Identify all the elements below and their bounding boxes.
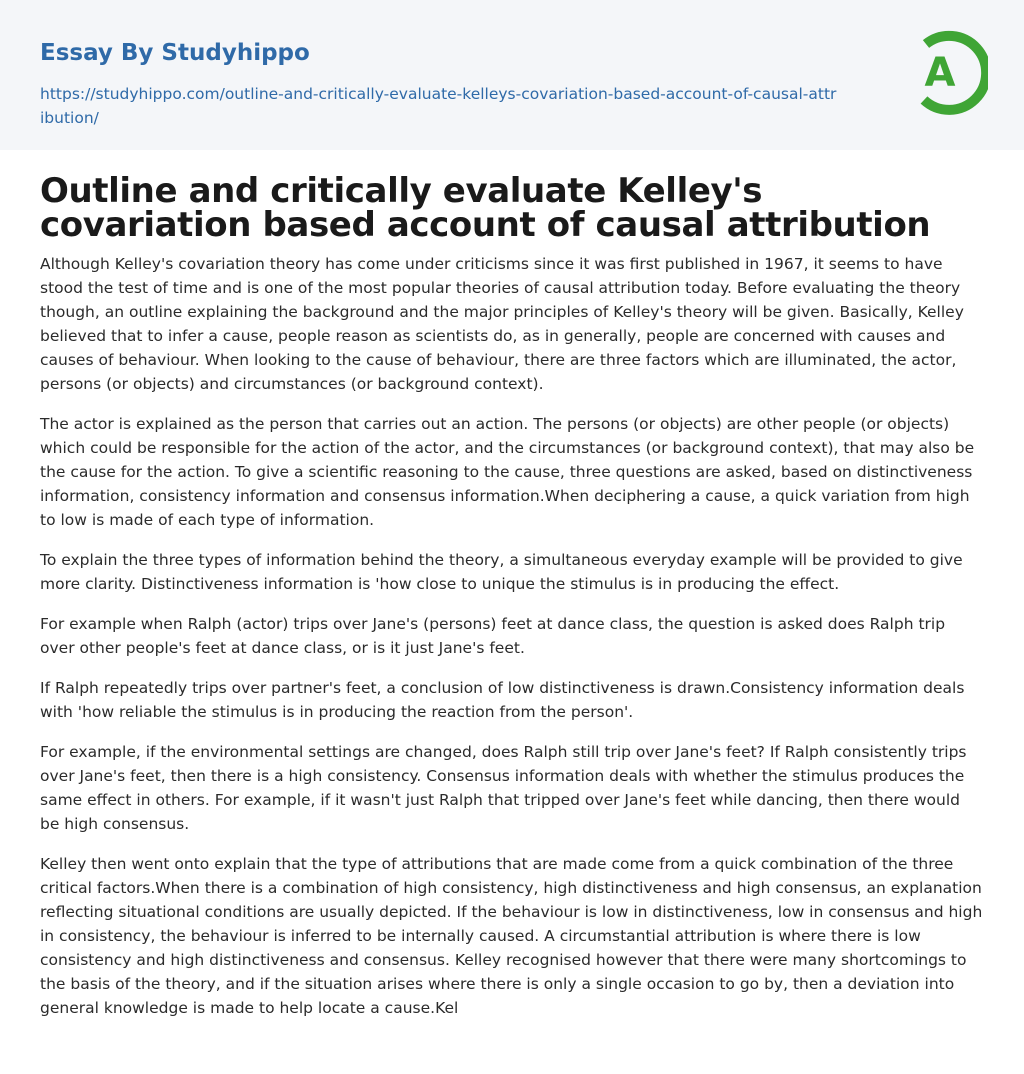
essay-url-link[interactable]: https://studyhippo.com/outline-and-critically-evaluate-kelleys-covariation-based-account-of-causal-attribution/ — [40, 85, 837, 127]
paragraph: For example when Ralph (actor) trips over Jane's (persons) feet at dance class, the question is asked does Ralph trip over other people's feet at dance class, or is it just Jane's feet. — [40, 615, 946, 657]
paragraph: Although Kelley's covariation theory has come under criticisms since it was first published in 1967, it seems to have stood the test of time and is one of the most popular theories of causal attribution today. Before evaluating the theory though, an outline explaining the background and the major principles of Kelley's theory will be given. Basically, Kelley believed that to infer a cause, people reason as scientists do, as in generally, people are concerned with causes and causes of behaviour. When looking to the cause of behaviour, there are three factors which are illuminated, the actor, persons (or objects) and circumstances (or background context). — [40, 255, 964, 393]
site-header — [0, 0, 1024, 150]
paragraph: If Ralph repeatedly trips over partner's feet, a conclusion of low distinctiveness is drawn.Consistency information deals with 'how reliable the stimulus is in producing the reaction from the person'. — [40, 679, 965, 721]
paragraph: To explain the three types of information behind the theory, a simultaneous everyday example will be provided to give more clarity. Distinctiveness information is 'how close to unique the stimulus is in producing the effect. — [40, 551, 963, 593]
paragraph: The actor is explained as the person that carries out an action. The persons (or objects) are other people (or objects) which could be responsible for the action of the actor, and the circumstances (or background context), that may also be the cause for the action. To give a scientific reasoning to the cause, three questions are asked, based on distinctiveness information, consistency information and consensus information.When deciphering a cause, a quick variation from high to low is made of each type of information. — [40, 415, 975, 529]
article — [0, 171, 1024, 1020]
paragraph: For example, if the environmental settings are changed, does Ralph still trip over Jane's feet? If Ralph consistently trips over Jane's feet, then there is a high consistency. Consensus information deals with whether the stimulus produces the same effect in others. For example, if it wasn't just Ralph that tripped over Jane's feet while dancing, then there would be high consensus. — [40, 743, 967, 833]
site-title[interactable]: Essay By Studyhippo — [40, 40, 310, 66]
paragraph: Kelley then went onto explain that the type of attributions that are made come from a quick combination of the three critical factors.When there is a combination of high consistency, high distinctiveness and high consensus, an explanation reflecting situational conditions are usually depicted. If the behaviour is low in distinctiveness, low in consensus and high in consistency, the behaviour is inferred to be internally caused. A circumstantial attribution is where there is low consistency and high distinctiveness and consensus. Kelley recognised however that there were many shortcomings to the basis of the theory, and if the situation arises where there is only a single occasion to go by, then a deviation into general knowledge is made to help locate a cause.Kel — [40, 855, 983, 1017]
logo-letter: A — [924, 50, 956, 96]
studyhippo-logo-icon[interactable] — [908, 28, 988, 116]
page-title: Outline and critically evaluate Kelley's covariation based account of causal attribution — [40, 171, 931, 245]
